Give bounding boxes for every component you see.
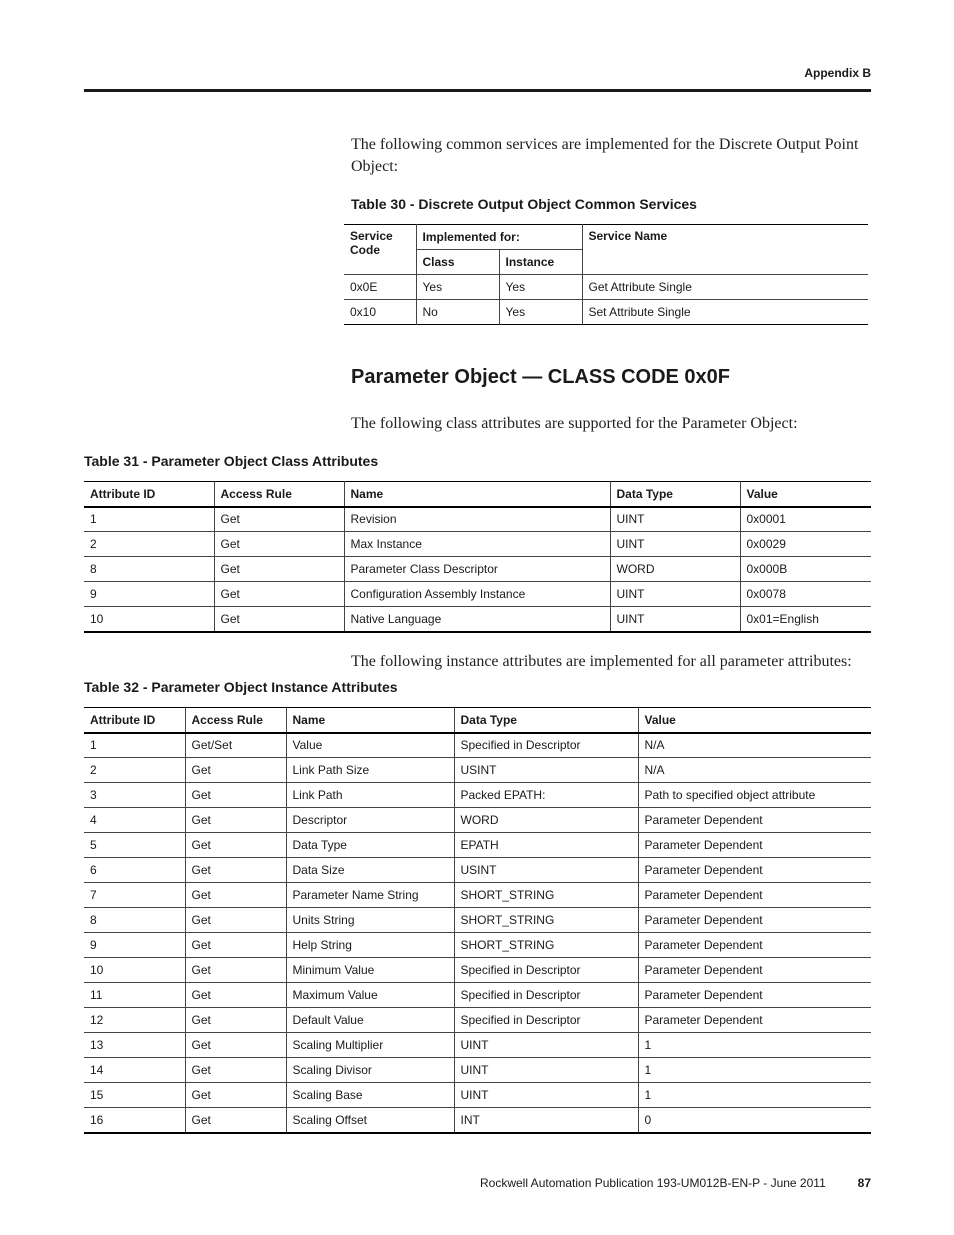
- table-row: [84, 582, 871, 607]
- table32-caption: Table 32 - Parameter Object Instance Attributes: [84, 679, 398, 695]
- table-cell: Get: [185, 1058, 286, 1083]
- table-cell: 1: [84, 733, 185, 758]
- table-header-cell: Access Rule: [185, 708, 286, 733]
- table-cell: Configuration Assembly Instance: [344, 582, 610, 607]
- table-row: [84, 607, 871, 632]
- table30-header-implemented-for: Implemented for:: [416, 225, 582, 250]
- table-cell: 0x0078: [740, 582, 871, 607]
- section-heading: Parameter Object — CLASS CODE 0x0F: [351, 366, 731, 388]
- table-cell: Parameter Name String: [286, 883, 454, 908]
- table-cell: 11: [84, 983, 185, 1008]
- table-cell: N/A: [638, 758, 871, 783]
- table-cell: Parameter Dependent: [638, 983, 871, 1008]
- table-cell: Parameter Dependent: [638, 833, 871, 858]
- table-cell: 2: [84, 758, 185, 783]
- table-cell: Get: [185, 1108, 286, 1133]
- table-cell: Get: [185, 933, 286, 958]
- table-cell: Parameter Dependent: [638, 858, 871, 883]
- table-cell: 5: [84, 833, 185, 858]
- table-cell: Get: [185, 983, 286, 1008]
- table-cell: UINT: [610, 582, 740, 607]
- table-cell: Get: [185, 883, 286, 908]
- table-cell: 0x01=English: [740, 607, 871, 632]
- table-cell: Parameter Dependent: [638, 883, 871, 908]
- table-cell: Parameter Class Descriptor: [344, 557, 610, 582]
- table-cell: USINT: [454, 758, 638, 783]
- table-cell: Get: [185, 1033, 286, 1058]
- table-cell: 0x0E: [344, 275, 416, 300]
- table-cell: EPATH: [454, 833, 638, 858]
- table-cell: Get/Set: [185, 733, 286, 758]
- table-cell: UINT: [454, 1033, 638, 1058]
- table-cell: SHORT_STRING: [454, 933, 638, 958]
- table-cell: 16: [84, 1108, 185, 1133]
- table-header-cell: Attribute ID: [84, 708, 185, 733]
- table-cell: Packed EPATH:: [454, 783, 638, 808]
- table-row: [84, 1108, 871, 1133]
- table-cell: 0: [638, 1108, 871, 1133]
- table-cell: Get: [214, 507, 344, 532]
- table-row: [84, 758, 871, 783]
- table-row: [84, 808, 871, 833]
- table-cell: 0x10: [344, 300, 416, 325]
- table-cell: 8: [84, 908, 185, 933]
- table-cell: Parameter Dependent: [638, 1008, 871, 1033]
- table-cell: 1: [84, 507, 214, 532]
- table-cell: Specified in Descriptor: [454, 733, 638, 758]
- table-cell: No: [416, 300, 499, 325]
- table-cell: N/A: [638, 733, 871, 758]
- table-cell: UINT: [454, 1058, 638, 1083]
- table-cell: Get: [214, 557, 344, 582]
- table-cell: 8: [84, 557, 214, 582]
- table-row: [84, 958, 871, 983]
- table-header-cell: Value: [740, 482, 871, 507]
- table-cell: Default Value: [286, 1008, 454, 1033]
- table-cell: Native Language: [344, 607, 610, 632]
- table-header-cell: Data Type: [610, 482, 740, 507]
- table-cell: Parameter Dependent: [638, 908, 871, 933]
- table30-header-service-code: Service Code: [344, 225, 416, 275]
- table-cell: Specified in Descriptor: [454, 958, 638, 983]
- table-cell: 10: [84, 958, 185, 983]
- table-cell: Yes: [416, 275, 499, 300]
- table-cell: Link Path: [286, 783, 454, 808]
- table-cell: Yes: [499, 275, 582, 300]
- table-cell: 2: [84, 532, 214, 557]
- table-header-cell: Attribute ID: [84, 482, 214, 507]
- table-cell: Get: [214, 607, 344, 632]
- table-cell: Scaling Multiplier: [286, 1033, 454, 1058]
- table-cell: Get: [185, 783, 286, 808]
- section-label: Appendix B: [804, 66, 871, 80]
- table-cell: Parameter Dependent: [638, 958, 871, 983]
- table30-header-class: Class: [416, 250, 499, 275]
- table-header-cell: Name: [286, 708, 454, 733]
- table-cell: Get: [214, 532, 344, 557]
- table-header-cell: Name: [344, 482, 610, 507]
- table-cell: 6: [84, 858, 185, 883]
- table-row: [84, 557, 871, 582]
- table-cell: 15: [84, 1083, 185, 1108]
- table-cell: 1: [638, 1033, 871, 1058]
- table-cell: Specified in Descriptor: [454, 1008, 638, 1033]
- intro-paragraph: The following common services are implemented for the Discrete Output Point Object:: [351, 136, 859, 175]
- table-cell: Max Instance: [344, 532, 610, 557]
- table-cell: Path to specified object attribute: [638, 783, 871, 808]
- table-cell: 0x0029: [740, 532, 871, 557]
- table-row: [84, 1008, 871, 1033]
- table-row: [84, 507, 871, 532]
- table-row: [84, 908, 871, 933]
- instance-attributes-paragraph: The following instance attributes are implemented for all parameter attributes:: [351, 653, 852, 670]
- table-cell: INT: [454, 1108, 638, 1133]
- table-cell: Get: [185, 833, 286, 858]
- table30-caption: Table 30 - Discrete Output Object Common Services: [351, 196, 697, 212]
- table-cell: UINT: [610, 607, 740, 632]
- table-cell: Yes: [499, 300, 582, 325]
- class-attributes-paragraph: The following class attributes are supported for the Parameter Object:: [351, 415, 798, 432]
- table-cell: 0x0001: [740, 507, 871, 532]
- table-row: [84, 883, 871, 908]
- table-row: [84, 858, 871, 883]
- table-cell: SHORT_STRING: [454, 908, 638, 933]
- table-row: [84, 1033, 871, 1058]
- table-cell: UINT: [610, 507, 740, 532]
- table-row: [344, 300, 868, 325]
- publication-footer: Rockwell Automation Publication 193-UM012B-EN-P - June 2011: [480, 1176, 826, 1190]
- table-header-cell: Value: [638, 708, 871, 733]
- table-cell: Revision: [344, 507, 610, 532]
- table30-header-service-name: Service Name: [582, 225, 868, 275]
- table-cell: UINT: [454, 1083, 638, 1108]
- table-cell: Data Size: [286, 858, 454, 883]
- table-row: [84, 783, 871, 808]
- table-cell: Get: [185, 758, 286, 783]
- table30: [344, 224, 868, 325]
- table-header-cell: Access Rule: [214, 482, 344, 507]
- table-cell: Get: [214, 582, 344, 607]
- table-row: [84, 983, 871, 1008]
- table-cell: 7: [84, 883, 185, 908]
- table30-header-instance: Instance: [499, 250, 582, 275]
- table-cell: USINT: [454, 858, 638, 883]
- header-rule: [84, 89, 871, 92]
- table-cell: Get: [185, 808, 286, 833]
- table-cell: 9: [84, 933, 185, 958]
- table32: [84, 707, 871, 1134]
- table-cell: Get: [185, 858, 286, 883]
- table-cell: Value: [286, 733, 454, 758]
- table-cell: SHORT_STRING: [454, 883, 638, 908]
- table-row: [84, 833, 871, 858]
- table-row: [84, 532, 871, 557]
- table-cell: Minimum Value: [286, 958, 454, 983]
- table-row: [84, 733, 871, 758]
- table-cell: Scaling Offset: [286, 1108, 454, 1133]
- page-number: 87: [857, 1176, 871, 1190]
- table-cell: Get: [185, 908, 286, 933]
- table-cell: 0x000B: [740, 557, 871, 582]
- table-header-cell: Data Type: [454, 708, 638, 733]
- table-row: [84, 933, 871, 958]
- table-cell: 14: [84, 1058, 185, 1083]
- table31-caption: Table 31 - Parameter Object Class Attributes: [84, 453, 379, 469]
- table-cell: Descriptor: [286, 808, 454, 833]
- table-cell: Get: [185, 958, 286, 983]
- table-cell: WORD: [454, 808, 638, 833]
- table-cell: 13: [84, 1033, 185, 1058]
- table-cell: Specified in Descriptor: [454, 983, 638, 1008]
- table-cell: 12: [84, 1008, 185, 1033]
- table-cell: 4: [84, 808, 185, 833]
- table-cell: Units String: [286, 908, 454, 933]
- table-row: [344, 275, 868, 300]
- table-cell: UINT: [610, 532, 740, 557]
- table-cell: Parameter Dependent: [638, 933, 871, 958]
- table-cell: Parameter Dependent: [638, 808, 871, 833]
- table-cell: 10: [84, 607, 214, 632]
- table-cell: Get: [185, 1008, 286, 1033]
- table-cell: 1: [638, 1083, 871, 1108]
- table-cell: 3: [84, 783, 185, 808]
- table-row: [84, 1083, 871, 1108]
- table-cell: Get Attribute Single: [582, 275, 868, 300]
- table-row: [84, 1058, 871, 1083]
- table-cell: Link Path Size: [286, 758, 454, 783]
- table-cell: Help String: [286, 933, 454, 958]
- table-cell: 1: [638, 1058, 871, 1083]
- table-cell: Maximum Value: [286, 983, 454, 1008]
- table-cell: Scaling Base: [286, 1083, 454, 1108]
- table-cell: Data Type: [286, 833, 454, 858]
- table-cell: Scaling Divisor: [286, 1058, 454, 1083]
- table-cell: Set Attribute Single: [582, 300, 868, 325]
- table-cell: WORD: [610, 557, 740, 582]
- table-cell: 9: [84, 582, 214, 607]
- table-cell: Get: [185, 1083, 286, 1108]
- table31: [84, 481, 871, 633]
